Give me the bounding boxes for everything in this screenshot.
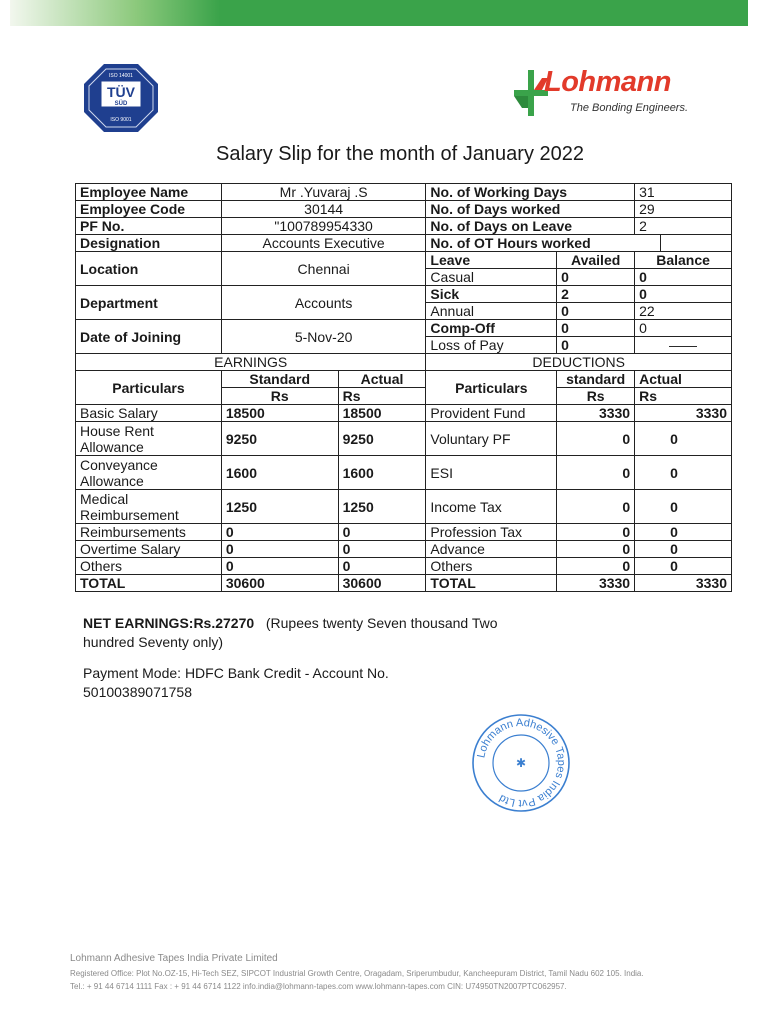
table-row (76, 320, 732, 337)
earnings-actual-header: Actual (338, 371, 426, 388)
leave-availed: 0 (557, 320, 635, 337)
leave-balance: 0 (635, 286, 732, 303)
table-row (76, 456, 732, 490)
designation-value: Accounts Executive (221, 235, 426, 252)
tuv-certification-badge (82, 62, 160, 134)
table-row (76, 286, 732, 303)
table-row (76, 541, 732, 558)
earning-actual: 0 (338, 524, 426, 541)
deduction-actual: 0 (635, 456, 732, 490)
earning-name: Conveyance Allowance (76, 456, 222, 490)
table-row (76, 558, 732, 575)
earnings-total-standard: 30600 (221, 575, 338, 592)
deductions-standard-header: standard (557, 371, 635, 388)
deduction-name: Provident Fund (426, 405, 557, 422)
deduction-name: Voluntary PF (426, 422, 557, 456)
location-label: Location (76, 252, 222, 286)
deductions-particulars-header: Particulars (426, 371, 557, 405)
deductions-total-label: TOTAL (426, 575, 557, 592)
deduction-actual: 0 (635, 524, 732, 541)
deductions-total-standard: 3330 (557, 575, 635, 592)
tuv-sub: SÜD (114, 101, 128, 107)
footer-contact: Tel.: + 91 44 6714 1111 Fax : + 91 44 6714 1122 info.india@lohmann-tapes.com www.lohmann-tapes.com CIN: U74950TN2007PTC062957. (70, 982, 567, 991)
days-on-leave-value: 2 (635, 218, 732, 235)
earning-standard: 9250 (221, 422, 338, 456)
brand-tagline: The Bonding Engineers. (570, 102, 689, 114)
deductions-actual-header: Actual (635, 371, 732, 388)
net-earnings-in-words: (Rupees twenty Seven thousand Two hundred Seventy only) (83, 615, 498, 650)
days-worked-label: No. of Days worked (426, 201, 635, 218)
earning-actual: 0 (338, 541, 426, 558)
deduction-name: Advance (426, 541, 557, 558)
leave-type: Comp-Off (426, 320, 557, 337)
employee-name-label: Employee Name (76, 184, 222, 201)
leave-balance: —— (635, 337, 732, 354)
deductions-total-actual: 3330 (635, 575, 732, 592)
date-of-joining-label: Date of Joining (76, 320, 222, 354)
deduction-standard: 3330 (557, 405, 635, 422)
leave-type: Sick (426, 286, 557, 303)
leave-balance: 0 (635, 269, 732, 286)
designation-label: Designation (76, 235, 222, 252)
table-row (76, 405, 732, 422)
deduction-name: ESI (426, 456, 557, 490)
pf-no-value: "100789954330 (221, 218, 426, 235)
leave-availed: 0 (557, 337, 635, 354)
deduction-actual: 0 (635, 558, 732, 575)
ot-hours-label: No. of OT Hours worked (426, 235, 661, 252)
table-row (76, 184, 732, 201)
salary-slip-table (75, 183, 732, 592)
tuv-bottom-text: ISO 9001 (110, 117, 132, 123)
leave-balance: 22 (635, 303, 732, 320)
leave-header: Leave (426, 252, 557, 269)
earning-actual: 0 (338, 558, 426, 575)
deductions-actual-unit: Rs (635, 388, 732, 405)
tuv-top-text: ISO 14001 (109, 73, 133, 79)
leave-availed: 0 (557, 303, 635, 320)
deduction-actual: 0 (635, 541, 732, 558)
seal-text: Lohmann Adhesive Tapes India Pvt Ltd (475, 716, 568, 810)
deduction-standard: 0 (557, 541, 635, 558)
table-row (76, 490, 732, 524)
department-value: Accounts (221, 286, 426, 320)
earning-actual: 18500 (338, 405, 426, 422)
payment-mode: Payment Mode: HDFC Bank Credit - Account No. 50100389071758 (83, 665, 389, 700)
earning-name: Others (76, 558, 222, 575)
leave-balance: 0 (635, 320, 732, 337)
table-row (76, 235, 732, 252)
leave-type: Loss of Pay (426, 337, 557, 354)
earning-actual: 1600 (338, 456, 426, 490)
deduction-name: Income Tax (426, 490, 557, 524)
earning-actual: 1250 (338, 490, 426, 524)
earning-name: House Rent Allowance (76, 422, 222, 456)
location-value: Chennai (221, 252, 426, 286)
deduction-actual: 0 (635, 422, 732, 456)
lohmann-logo (508, 64, 698, 124)
net-earnings (83, 614, 543, 652)
ot-hours-value (661, 235, 732, 252)
table-row (76, 575, 732, 592)
days-on-leave-label: No. of Days on Leave (426, 218, 635, 235)
footer-company: Lohmann Adhesive Tapes India Private Limited (70, 953, 278, 964)
table-row (76, 524, 732, 541)
table-row (76, 201, 732, 218)
deductions-section-header: DEDUCTIONS (426, 354, 732, 371)
earning-actual: 9250 (338, 422, 426, 456)
deduction-standard: 0 (557, 558, 635, 575)
earning-standard: 0 (221, 558, 338, 575)
page-footer (70, 953, 740, 993)
seal-star-icon: ✱ (515, 756, 527, 770)
footer-address: Registered Office: Plot No.OZ-15, Hi-Tech SEZ, SIPCOT Industrial Growth Centre, Oragadam, Sriperumbudur, Kancheepuram District, Tamil Nadu 602 105. India. (70, 969, 644, 978)
deduction-standard: 0 (557, 524, 635, 541)
earnings-total-label: TOTAL (76, 575, 222, 592)
tuv-mark: TÜV (107, 84, 135, 100)
deduction-standard: 0 (557, 456, 635, 490)
earning-name: Overtime Salary (76, 541, 222, 558)
leave-type: Casual (426, 269, 557, 286)
earnings-standard-unit: Rs (221, 388, 338, 405)
net-earnings-amount: NET EARNINGS:Rs.27270 (83, 615, 255, 631)
table-row (76, 252, 732, 269)
brand-name: Lohmann (544, 66, 671, 98)
days-worked-value: 29 (635, 201, 732, 218)
earnings-particulars-header: Particulars (76, 371, 222, 405)
deduction-standard: 0 (557, 422, 635, 456)
working-days-label: No. of Working Days (426, 184, 635, 201)
balance-header: Balance (635, 252, 732, 269)
employee-code-value: 30144 (221, 201, 426, 218)
page-title: Salary Slip for the month of January 2022 (216, 143, 584, 165)
leave-availed: 2 (557, 286, 635, 303)
leave-type: Annual (426, 303, 557, 320)
date-of-joining-value: 5-Nov-20 (221, 320, 426, 354)
earnings-actual-unit: Rs (338, 388, 426, 405)
earning-standard: 18500 (221, 405, 338, 422)
earning-name: Basic Salary (76, 405, 222, 422)
earnings-standard-header: Standard (221, 371, 338, 388)
earning-standard: 0 (221, 541, 338, 558)
deduction-standard: 0 (557, 490, 635, 524)
top-color-bar (0, 0, 768, 26)
deduction-name: Others (426, 558, 557, 575)
deduction-name: Profession Tax (426, 524, 557, 541)
deduction-actual: 3330 (635, 405, 732, 422)
pf-no-label: PF No. (76, 218, 222, 235)
earnings-section-header: EARNINGS (76, 354, 426, 371)
working-days-value: 31 (635, 184, 732, 201)
table-row (76, 371, 732, 388)
deduction-actual: 0 (635, 490, 732, 524)
employee-name-value: Mr .Yuvaraj .S (221, 184, 426, 201)
company-seal (470, 712, 572, 814)
earning-standard: 1250 (221, 490, 338, 524)
green-band-fade (10, 0, 220, 26)
table-row (76, 218, 732, 235)
table-row (76, 422, 732, 456)
earning-name: Reimbursements (76, 524, 222, 541)
earning-standard: 0 (221, 524, 338, 541)
earnings-total-actual: 30600 (338, 575, 426, 592)
department-label: Department (76, 286, 222, 320)
deductions-standard-unit: Rs (557, 388, 635, 405)
earning-name: Medical Reimbursement (76, 490, 222, 524)
leave-availed: 0 (557, 269, 635, 286)
earning-standard: 1600 (221, 456, 338, 490)
table-row (76, 354, 732, 371)
employee-code-label: Employee Code (76, 201, 222, 218)
availed-header: Availed (557, 252, 635, 269)
